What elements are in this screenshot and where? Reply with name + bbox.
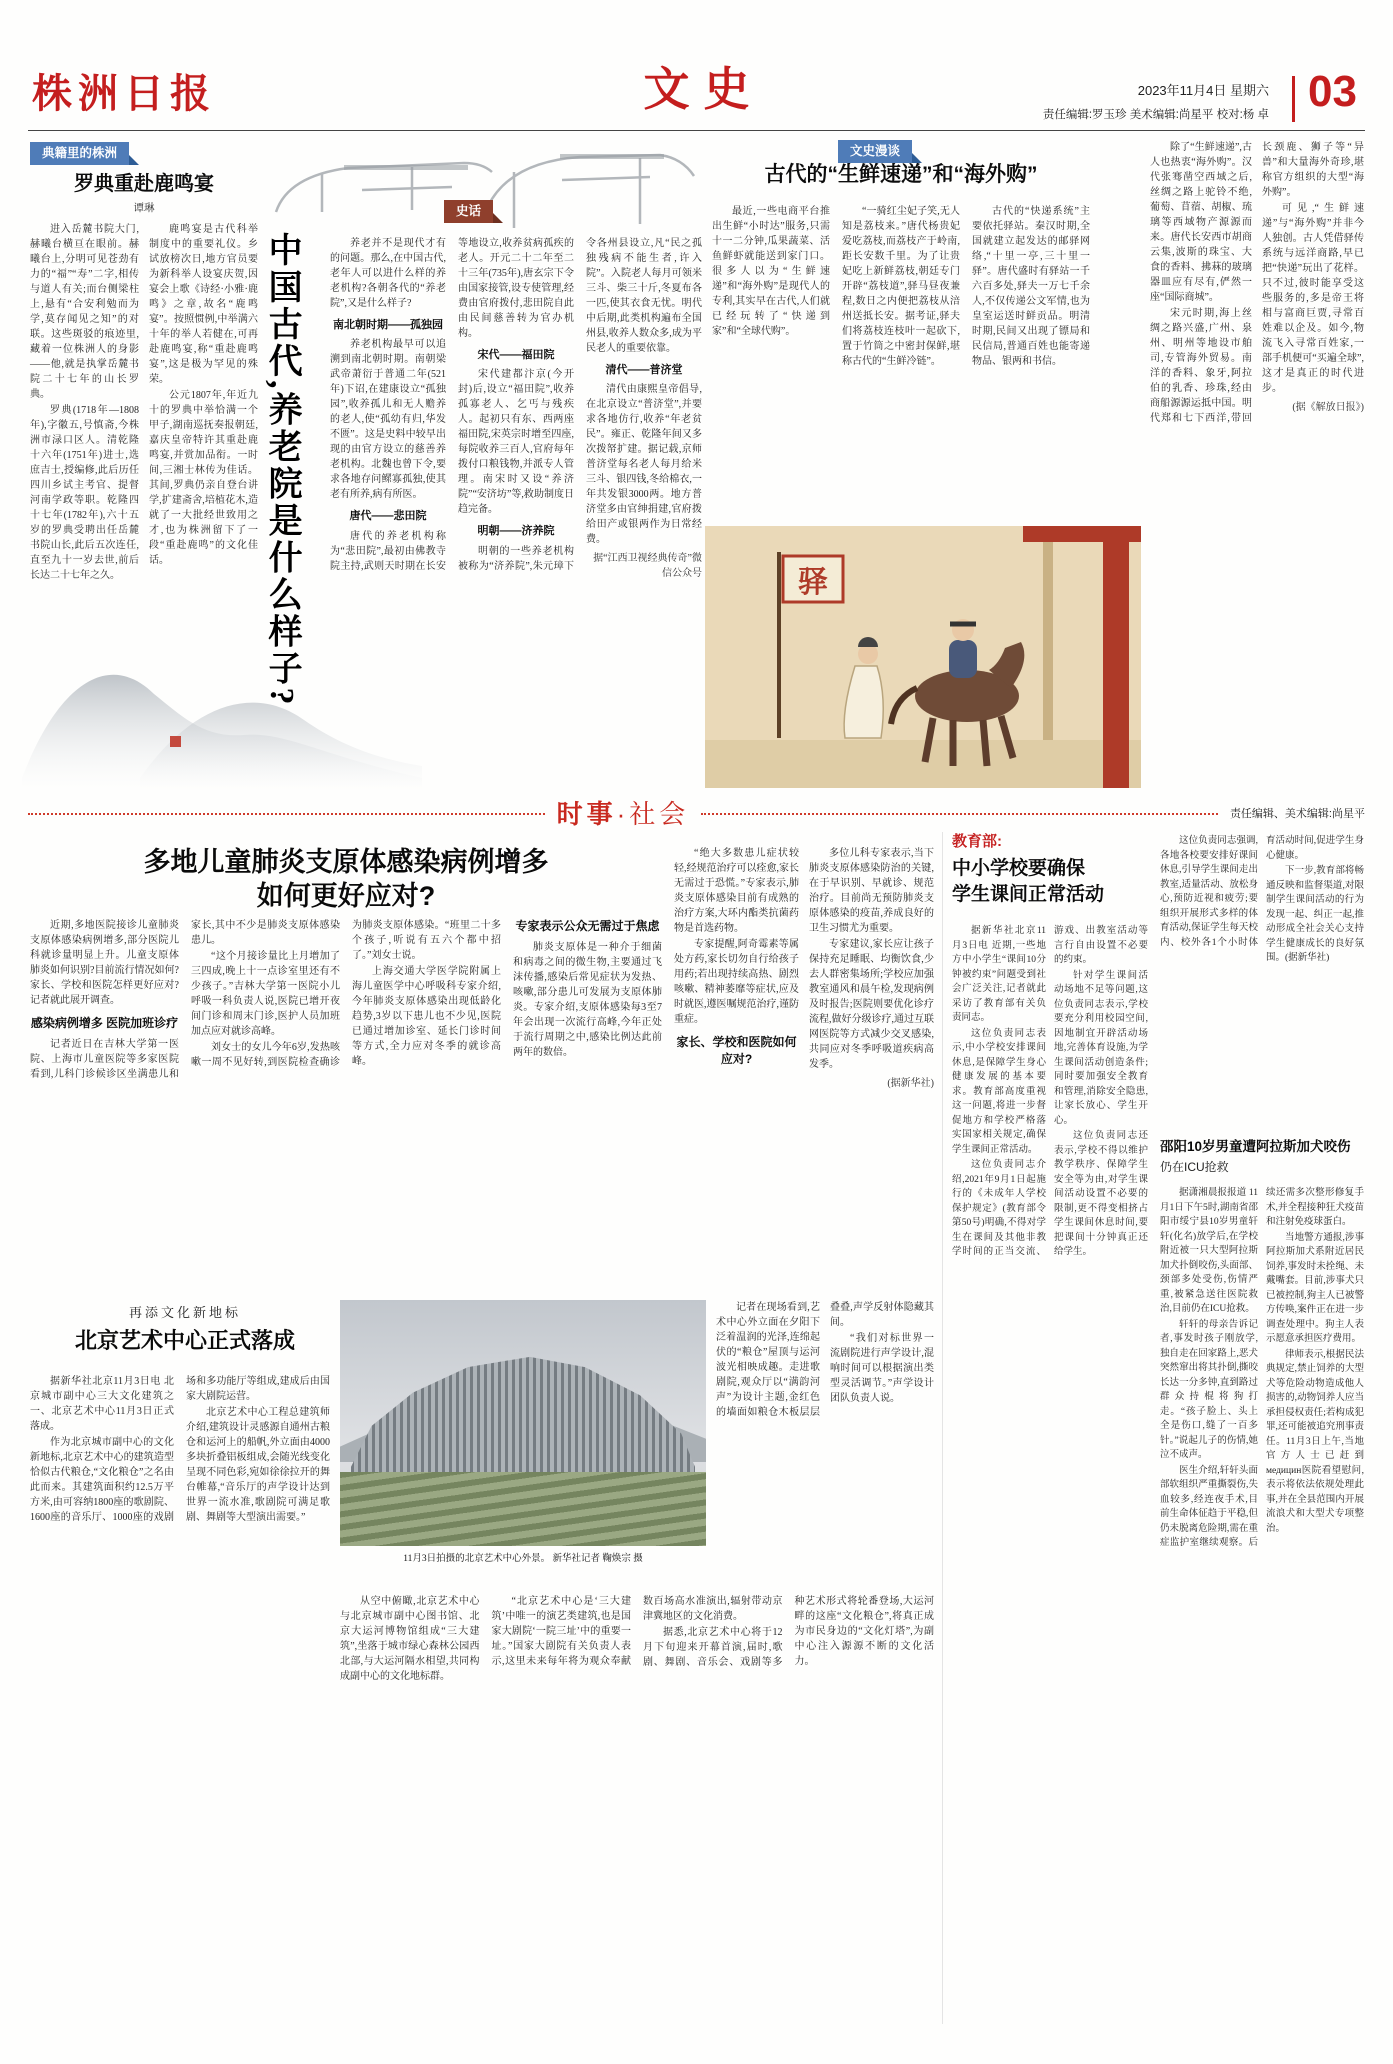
edu-body-left — [952, 924, 1148, 2002]
header-rule — [28, 130, 1365, 131]
paragraph: “我们对标世界一流剧院进行声学设计,混响时间可以根据演出类型灵活调节。”声学设计团队负责人说。 — [830, 1333, 934, 1404]
tag-dianji-zhuzhou: 典籍里的株洲 — [30, 142, 129, 165]
paragraph: 据“江西卫视经典传奇”微信公众号 — [593, 553, 702, 580]
paragraph: 作为北京城市副中心的文化新地标,北京艺术中心的建筑造型恰似古代粮仓,“文化粮仓”之名由此而来。其建筑面积约12.5万平方米,由可容纳1800座的歌剧院、1600座的音乐厅、1000座的戏剧场和多功能厅等组成,建成后由国家大剧院运营。 — [30, 1376, 330, 1523]
pneumonia-article-title — [30, 846, 662, 914]
paragraph: 感染病例增多 医院加班诊疗 — [30, 1016, 179, 1030]
paragraph: 养老机构最早可以追溯到南北朝时期。南朝梁武帝萧衍于普通二年(521年)下诏,在建康设立“孤独园”,收养孤儿和无人赡养的老人,使“孤幼有归,华发不匮”。这是史料中较早出现的由官方设立的慈善养老机构。北魏也曾下令,要求各地存问鳏寡孤独,使其老有所养,病有所医。 — [330, 339, 446, 501]
edu-title-line1: 中小学校要确保 — [952, 858, 1086, 879]
beijing-arts-center-photo — [340, 1300, 706, 1546]
paragraph: 这位负责同志强调,各地各校要安排好课间休息,引导学生课间走出教室,适量活动、放松身心,预防近视和疲劳;要组织开展形式多样的体育活动,保证学生每天校内、校外各1个小时体育活动时间,促进学生身心健康。 — [1160, 836, 1364, 948]
header-divider — [1292, 76, 1295, 122]
paragraph: 轩轩的母亲告诉记者,事发时孩子刚放学,独自走在回家路上,恶犬突然窜出将其扑倒,撕咬长达一分多钟,直到路过群众持棍将狗打走。“孩子脸上、头上全是伤口,缝了一百多针。”说起儿子的伤情,她泣不成声。 — [1160, 1319, 1258, 1460]
paragraph: 这位负责同志表示,中小学校安排课间休息,是保障学生身心健康发展的基本要求。教育部高度重视这一问题,将进一步督促地方和学校严格落实国家相关规定,确保学生课间正常活动。 — [952, 1028, 1046, 1155]
beijing-article-title: 北京艺术中心正式落成 — [74, 1328, 295, 1353]
paragraph: 刘女士的女儿今年6岁,发热咳嗽一周不见好转,到医院检查确诊为肺炎支原体感染。“班里二十多个孩子,听说有五六个都中招了。”刘女士说。 — [191, 920, 501, 1068]
beijing-body-right — [716, 1300, 934, 1588]
paragraph: 这位负责同志介绍,2021年9月1日起施行的《未成年人学校保护规定》(教育部令第50号)明确,不得对学生在课间及其他非教学时间的正当交流、游戏、出教室活动等言行自由设置不必要的约束。 — [952, 926, 1148, 1257]
pneumonia-title-line1: 多地儿童肺炎支原体感染病例增多 — [143, 847, 549, 877]
tag-shihua: 史话 — [444, 200, 493, 223]
paragraph: 宋代建都汴京(今开封)后,设立“福田院”,收养孤寡老人、乞丐与残疾人。起初只有东、西两座福田院,宋英宗时增至四座,每院收养三百人,官府每年拨付口粮钱物,并派专人管理。南宋时又设“养济院”“安济坊”等,救助制度日趋完备。 — [458, 369, 574, 516]
paragraph: 专家建议,家长应让孩子保持充足睡眠、均衡饮食,少去人群密集场所;学校应加强教室通风和晨午检,发现病例及时报告;医院则要优化诊疗流程,做好分级诊疗,通过互联网医院等方式减少交叉感染,共同应对冬季呼吸道疾病高发季。 — [809, 939, 934, 1070]
courier-illustration — [705, 526, 1141, 788]
paragraph: 最近,一些电商平台推出生鲜“小时达”服务,只需十一二分钟,瓜果蔬菜、活鱼鲜虾就能送到家门口。很多人以为“生鲜速递”和“海外购”是现代人的专利,其实早在古代,人们就已经玩转了“快递到家”和“全球代购”。 — [712, 206, 830, 337]
paragraph: 养老并不是现代才有的问题。那么,在中国古代,老年人可以进什么样的养老机构?各朝各代的“养老院”,又是什么样子? — [330, 238, 446, 309]
band-dotted-line-right — [701, 813, 1218, 815]
red-pillar — [1103, 526, 1129, 788]
paragraph: 鹿鸣宴是古代科举制度中的重要礼仪。乡试放榜次日,地方官员要为新科举人设宴庆贺,因宴会上歌《诗经·小雅·鹿鸣》之章,故名“鹿鸣宴”。按照惯例,中举满六十年的举人若健在,可再赴鹿鸣宴,称“重赴鹿鸣宴”,这是极为罕见的殊荣。 — [149, 224, 258, 385]
dogbite-article-subtitle: 仍在ICU抢救 — [1160, 1160, 1229, 1174]
beijing-photo-caption: 11月3日拍摄的北京艺术中心外景。 新华社记者 鞠焕宗 摄 — [403, 1554, 643, 1564]
paragraph: “北京艺术中心是‘三大建筑’中唯一的演艺类建筑,也是国家大剧院‘一院三址’中的重要一址。”国家大剧院有关负责人表示,这里未来每年将为观众奉献数百场高水准演出,辐射带动京津冀地区的文化消费。 — [491, 1596, 783, 1667]
edu-article-kicker: 教育部: — [952, 833, 1002, 850]
paragraph: 从空中俯瞰,北京艺术中心与北京城市副中心图书馆、北京大运河博物馆组成“三大建筑”,坐落于城市绿心森林公园西北部,与大运河隔水相望,共同构成副中心的文化地标群。 — [340, 1596, 480, 1682]
paragraph: 据潇湘晨报报道 11月1日下午5时,湖南省邵阳市绥宁县10岁男童轩轩(化名)放学后,在学校附近被一只大型阿拉斯加犬扑倒咬伤,头面部、颈部多处受伤,伤情严重,被紧急送往医院救治,目前仍在ICU抢救。 — [1160, 1188, 1258, 1314]
photo-green-terrace — [340, 1472, 706, 1546]
shengxian-body-left — [712, 204, 1090, 520]
paragraph: 律师表示,根据民法典规定,禁止饲养的大型犬等危险动物造成他人损害的,动物饲养人应当承担侵权责任;若构成犯罪,还可能被追究刑事责任。11月3日上午,当地官方人士已赶到медицин医院看望慰问,表示将依法依规处理此事,并在全县范围内开展流浪犬和大型犬专项整治。 — [1266, 1349, 1364, 1534]
page-number: 03 — [1308, 67, 1357, 116]
edu-body-right — [1160, 834, 1364, 1124]
paragraph: 多位儿科专家表示,当下肺炎支原体感染防治的关键,在于早识别、早就诊、规范治疗。目前尚无预防肺炎支原体感染的疫苗,养成良好的卫生习惯尤为重要。 — [809, 848, 934, 934]
date-line: 2023年11月4日 星期六 — [1137, 83, 1269, 98]
paragraph: 近期,多地医院接诊儿童肺炎支原体感染病例增多,部分医院儿科就诊量明显上升。儿童支原体肺炎如何识别?目前流行情况如何?家长、学校和医院怎样更好应对?记者就此展开调查。 — [30, 920, 179, 1006]
pneumonia-body-left — [30, 918, 662, 1288]
paragraph: 进入岳麓书院大门,赫曦台横亘在眼前。赫曦台上,分明可见苍劲有力的“福”“寿”二字,相传与道人有关;而台侧梁柱上,悬有“合安利勉而为学,莫存闻见之知”的对联。这些斑驳的痕迹里,藏着一位株洲人的身影——他,就是执掌岳麓书院二十七年的山长罗典。 — [30, 224, 139, 400]
masthead: 株洲日报 — [32, 71, 216, 116]
paragraph: 这位负责同志还表示,学校不得以维护教学秩序、保障学生安全等为由,对学生课间活动设置不必要的限制,更不得变相挤占学生课间休息时间,要把课间十分钟真正还给学生。 — [1054, 1131, 1148, 1257]
band-title — [557, 801, 690, 827]
band-editors: 责任编辑、美术编辑:尚星平 — [1229, 807, 1365, 820]
paragraph: 宋元时期,海上丝绸之路兴盛,广州、泉州、明州等地设市舶司,专管海外贸易。南洋的香料、象牙,阿拉伯的乳香、珍珠,经由商船源源运抵中国。明代郑和七下西洋,带回长颈鹿、狮子等“异兽”和大量海外奇珍,堪称官方组织的大型“海外购”。 — [1150, 142, 1364, 424]
paragraph: “绝大多数患儿症状较轻,经规范治疗可以痊愈,家长无需过于恐慌。”专家表示,肺炎支原体感染目前有成熟的治疗方案,大环内酯类抗菌药物是首选药物。 — [674, 848, 799, 934]
dogbite-article-title: 邵阳10岁男童遭阿拉斯加犬咬伤 — [1160, 1139, 1351, 1154]
band-title-sub: ·社会 — [616, 799, 690, 829]
dogbite-article-body — [1160, 1186, 1364, 2024]
paragraph: “这个月接诊量比上月增加了三四成,晚上十一点诊室里还有不少孩子。”吉林大学第一医院小儿呼吸一科负责人说,医院已增开夜间门诊和周末门诊,医护人员加班加点应对就诊高峰。 — [191, 951, 340, 1037]
header-info — [1043, 80, 1269, 122]
paragraph: 宋代——福田院 — [477, 349, 555, 361]
paragraph: 上海交通大学医学院附属上海儿童医学中心呼吸科专家介绍,今年肺炎支原体感染出现低龄化趋势,3岁以下患儿也不少见,医院已通过增加诊室、延长门诊时间等方式,全力应对冬季的就诊高峰。 — [352, 966, 501, 1067]
paragraph: 北京艺术中心工程总建筑师介绍,建筑设计灵感源自通州古粮仓和运河上的船帆,外立面由4000多块折叠铝板组成,会随光线变化呈现不同色彩,宛如徐徐拉开的舞台帷幕,“音乐厅的声学设计达到世界一流水准,歌剧院可满足歌剧、舞剧等大型演出需要。” — [186, 1407, 330, 1523]
paragraph: 唐代——悲田院 — [349, 510, 427, 523]
courier-illustration-svg — [705, 526, 1141, 788]
paragraph: 据新华社北京11月3日电 近期,一些地方中小学生“课间10分钟被约束”问题受到社会广泛关注,记者就此采访了教育部有关负责同志。 — [952, 926, 1046, 1023]
red-seal — [170, 736, 181, 747]
yanglao-article-body — [330, 236, 702, 786]
paragraph: “一骑红尘妃子笑,无人知是荔枝来。”唐代杨贵妃爱吃荔枝,而荔枝产于岭南,距长安数千里。为了让贵妃吃上新鲜荔枝,朝廷专门开辟“荔枝道”,驿马昼夜兼程,数日之内便把荔枝从涪州送抵长安。据考证,驿夫们将荔枝连枝叶一起砍下,置于竹筒之中密封保鲜,堪称古代的“生鲜冷链”。 — [842, 206, 960, 367]
beijing-body-bottom — [340, 1594, 934, 2022]
paragraph: 据悉,北京艺术中心将于12月下旬迎来开幕首演,届时,歌剧、舞剧、音乐会、戏剧等多种艺术形式将轮番登场,大运河畔的这座“文化粮仓”,将真正成为市民身边的“文化灯塔”,为副中心注入源源不断的文化活力。 — [643, 1596, 934, 1668]
shengxian-body-right — [1150, 140, 1364, 788]
band-title-main: 时事 — [556, 799, 617, 829]
paragraph: 除了“生鲜速递”,古人也热衷“海外购”。汉代张骞凿空西域之后,丝绸之路上驼铃不绝,葡萄、苜蓿、胡椒、琉璃等西域物产源源而来。唐代长安西市胡商云集,波斯的珠宝、大食的香料、拂菻的玻璃器皿应有尽有,俨然一座“国际商城”。 — [1150, 142, 1252, 303]
edu-article-title — [952, 856, 1148, 907]
paragraph: 记者在现场看到,艺术中心外立面在夕阳下泛着温润的光泽,连绵起伏的“粮仓”屋顶与运河波光相映成趣。走进歌剧院,观众厅以“满韵河声”为设计主题,金红色的墙面如粮仓木板层层叠叠,声学反射体隐藏其间。 — [716, 1302, 934, 1418]
paragraph: 罗典(1718年—1808年),字徽五,号慎斋,今株洲市渌口区人。清乾隆十六年(1751年)进士,选庶吉士,授编修,此后历任四川乡试主考官、提督河南学政等职。乾隆四十七年(1782年),六十五岁的罗典受聘出任岳麓书院山长,此后五次连任,直至九十一岁去世,前后长达二十七年之久。 — [30, 405, 139, 581]
editors-line: 责任编辑:罗玉珍 美术编辑:尚星平 校对:杨 卓 — [1042, 109, 1269, 121]
beijing-body-left — [30, 1374, 330, 2020]
luodian-byline: 谭琳 — [133, 203, 155, 214]
section-band — [28, 798, 1365, 830]
luodian-article-body — [30, 222, 258, 616]
paragraph: (据《解放日报》) — [1292, 402, 1364, 413]
paragraph: 清代由康熙皇帝倡导,在北京设立“普济堂”,并要求各地仿行,收养“年老贫民”。雍正、乾隆年间又多次拨帑扩建。据记载,京师普济堂每名老人每月给米三斗、银四钱,冬给棉衣,一年共发银3000两。地方普济堂多由官绅捐建,官府拨给田产或银两作为日常经费。 — [586, 384, 702, 546]
pneumonia-title-line2: 如何更好应对? — [256, 880, 436, 911]
paragraph: 据新华社北京11月3日电 北京城市副中心三大文化建筑之一、北京艺术中心11月3日正式落成。 — [30, 1376, 174, 1432]
paragraph: 明朝——济养院 — [477, 525, 555, 538]
paragraph: 当地警方通报,涉事阿拉斯加犬系附近居民饲养,事发时未拴绳、未戴嘴套。目前,涉事犬只已被控制,狗主人已被警方传唤,案件正在进一步调查处理中。狗主人表示愿意承担医疗费用。 — [1266, 1232, 1364, 1344]
section-title: 文史 — [643, 63, 764, 115]
paragraph: 医生介绍,轩轩头面部软组织严重撕裂伤,失血较多,经连夜手术,目前生命体征趋于平稳,但仍未脱离危险期,需在重症监护室继续观察。后续还需多次整形修复手术,并全程接种狂犬疫苗和注射免疫球蛋白。 — [1160, 1188, 1364, 1548]
band-dotted-line-left — [28, 813, 545, 815]
paragraph: 清代——普济堂 — [605, 364, 683, 376]
column-divider — [942, 832, 943, 2024]
luodian-article-title: 罗典重赴鹿鸣宴 — [74, 173, 214, 195]
paragraph: 明朝的一些养老机构被称为“济养院”,朱元璋下令各州县设立,凡“民之孤独残病不能生者,许入院”。入院老人每月可领米三斗、柴三十斤,冬夏布各一匹,使其衣食无忧。明代中后期,此类机构遍布全国州县,收养人数众多,成为平民老人的重要依靠。 — [458, 238, 702, 572]
pneumonia-body-right — [674, 846, 934, 1288]
shengxian-article-title: 古代的“生鲜速递”和“海外购” — [764, 163, 1038, 186]
paragraph: 南北朝时期——孤独园 — [333, 319, 443, 331]
paragraph: 可见,“生鲜速递”与“海外购”并非今人独创。古人凭借驿传系统与远洋商路,早已把“快递”玩出了花样。只不过,彼时能享受这些服务的,多是帝王将相与富商巨贾,寻常百姓难以企及。如今,物流飞入寻常百姓家,一部手机便可“买遍全球”,这才是真正的时代进步。 — [1262, 203, 1364, 394]
paragraph: 古代的“快递系统”主要依托驿站。秦汉时期,全国就建立起发达的邮驿网络,“十里一亭,三十里一驿”。唐代盛时有驿站一千六百多处,驿夫一万七千余人,不仅传递公文军情,也为皇室运送时鲜贡品。明清时期,民间又出现了镖局和民信局,普通百姓也能寄递物品、银两和书信。 — [972, 206, 1090, 367]
paragraph: (据新华社) — [887, 1078, 934, 1089]
beijing-article-kicker: 再添文化新地标 — [128, 1305, 241, 1320]
paragraph: 唐代的养老机构称为“悲田院”,最初由佛教寺院主持,武则天时期在长安等地设立,收养贫病孤疾的老人。开元二十二年至二十三年(735年),唐玄宗下令由国家接管,设专使管理,经费由官府拨付,悲田院自此由民间慈善转为官办机构。 — [330, 238, 574, 572]
paragraph: 肺炎支原体是一种介于细菌和病毒之间的微生物,主要通过飞沫传播,感染后常见症状为发热、咳嗽,部分患儿可发展为支原体肺炎。专家介绍,支原体感染每3至7年会出现一次流行高峰,今年正处于流行周期之中,感染比例达此前两年的数倍。 — [513, 941, 662, 1058]
edu-title-line2: 学生课间正常活动 — [952, 883, 1105, 905]
paragraph: 家长、学校和医院如何应对? — [676, 1035, 797, 1066]
paragraph: 公元1807年,年近九十的罗典中举恰满一个甲子,湖南巡抚奏报朝廷,嘉庆皇帝特许其重赴鹿鸣宴,并赏加品衔。一时间,三湘士林传为佳话。其间,罗典仍亲自登台讲学,扩建斋舍,培植花木,造就了一大批经世致用之才,也为株洲留下了一段“重赴鹿鸣”的文化佳话。 — [149, 390, 258, 566]
paragraph: 专家提醒,阿奇霉素等属处方药,家长切勿自行给孩子用药;若出现持续高热、剧烈咳嗽、精神萎靡等症状,应及时就医,遵医嘱规范治疗,谨防重症。 — [674, 939, 799, 1025]
paragraph: 下一步,教育部将畅通反映和监督渠道,对限制学生课间活动的行为发现一起、纠正一起,推动形成全社会关心支持学生健康成长的良好氛围。(据新华社) — [1266, 866, 1364, 963]
tag-wenshi-mantan: 文史漫谈 — [838, 140, 912, 163]
paragraph: 记者近日在吉林大学第一医院、上海市儿童医院等多家医院看到,儿科门诊候诊区坐满患儿和家长,其中不少是肺炎支原体感染患儿。 — [30, 920, 340, 1080]
flag-character: 驿 — [798, 566, 828, 599]
paragraph: 针对学生课间活动场地不足等问题,这位负责同志表示,学校要充分利用校园空间,因地制宜开辟活动场地,完善体育设施,为学生课间活动创造条件;同时要加强安全教育和管理,消除安全隐患,让家长放心、学生开心。 — [1054, 970, 1148, 1126]
yanglao-vertical-title: 中国古代,养老院是什么样子? — [263, 232, 301, 708]
paragraph: 专家表示公众无需过于焦虑 — [515, 919, 660, 933]
